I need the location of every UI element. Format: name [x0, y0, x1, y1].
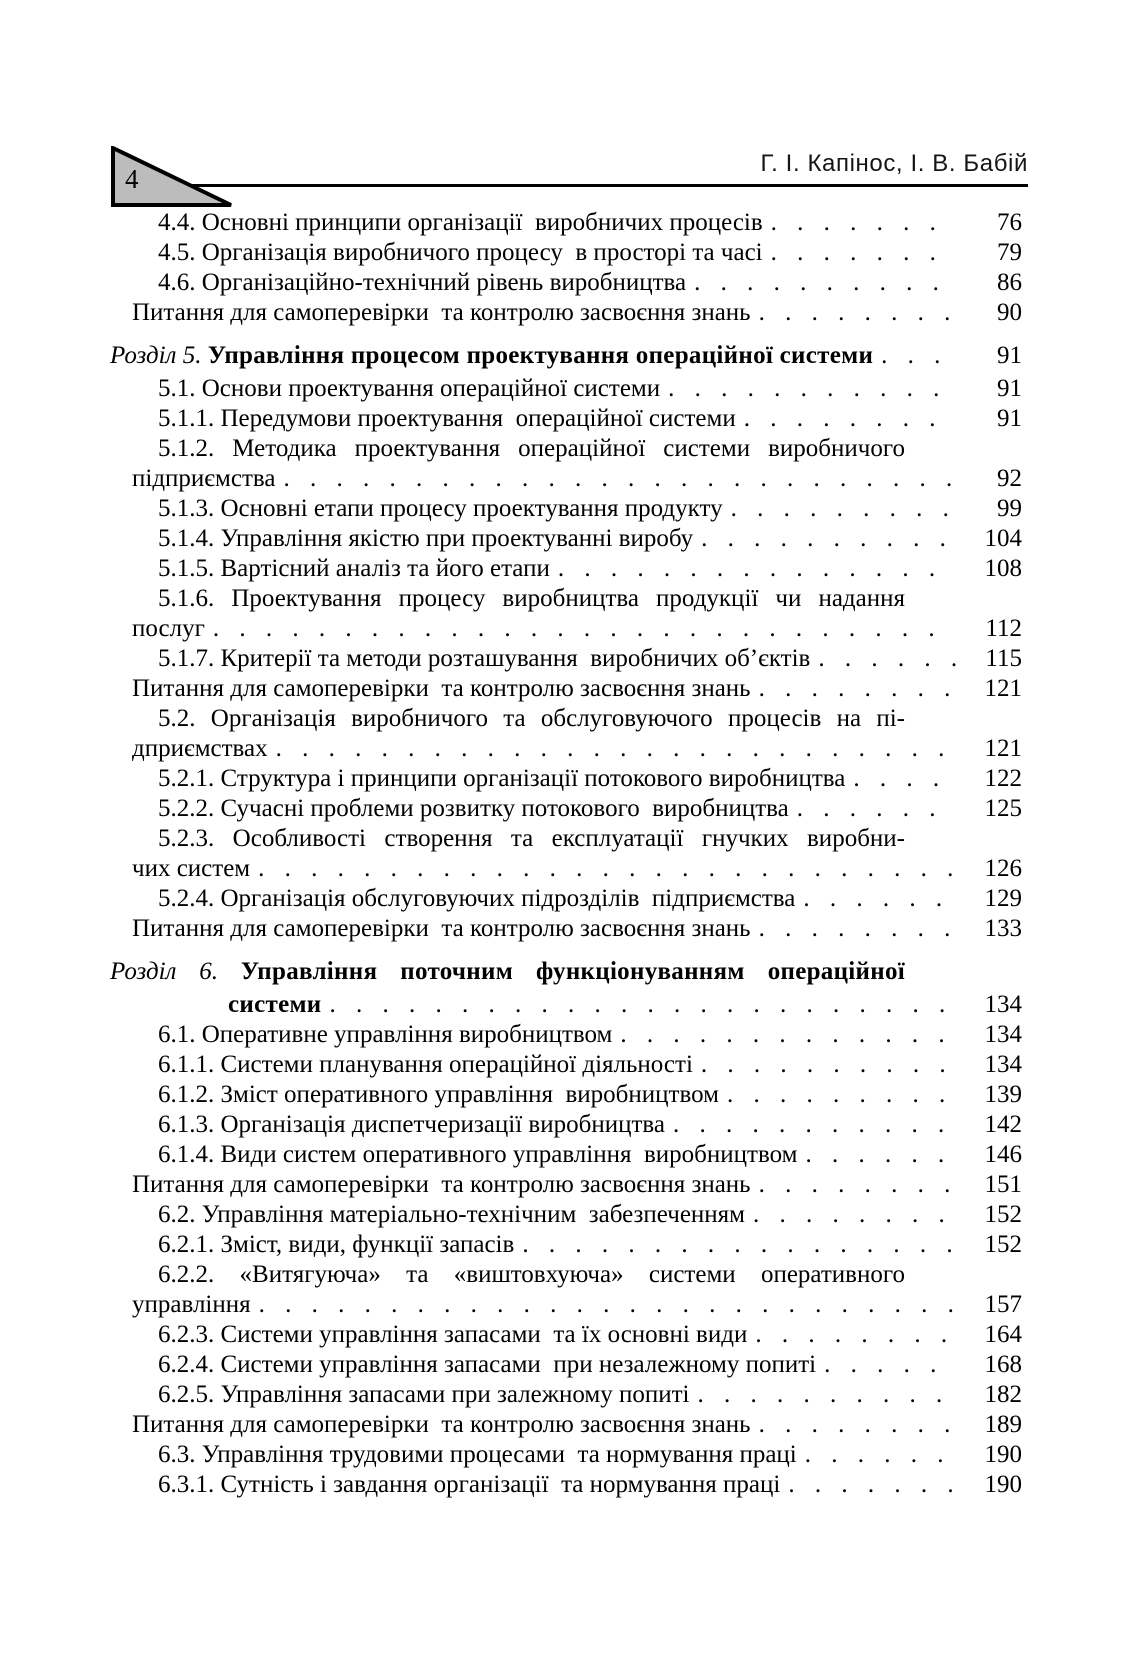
- toc-page-number: 91: [997, 405, 1022, 432]
- toc-entry-text: 6.1.2. Зміст оперативного управління виробництвом: [158, 1081, 719, 1108]
- toc-row: [110, 1290, 1022, 1320]
- toc-page-number: 86: [997, 269, 1022, 296]
- toc-page-number: 79: [997, 239, 1022, 266]
- toc-entry-text: 6.2.4. Системи управління запасами при незалежному попиті: [158, 1351, 817, 1378]
- dot-leader: [693, 524, 956, 554]
- chapter-title: Управління процесом проектування операційної системи: [207, 342, 874, 369]
- toc-row: [110, 1470, 1022, 1500]
- toc-row: [110, 854, 1022, 884]
- toc-entry-text: [110, 957, 1022, 987]
- toc-entry-text: 5.1.2. Методика проектування операційної системи виробничого: [158, 435, 905, 462]
- toc-page-number: 134: [984, 1021, 1022, 1048]
- toc-entry-text: 5.2.1. Структура і принципи організації потокового виробництва: [158, 765, 846, 792]
- dot-leader: [689, 1380, 956, 1410]
- toc-entry-text: Питання для самоперевірки та контролю засвоєння знань: [132, 915, 751, 942]
- toc-entry-text: послуг: [132, 615, 205, 642]
- dot-leader: [751, 914, 956, 944]
- toc-entry-text: 4.6. Організаційно-технічний рівень виробництва: [158, 269, 687, 296]
- toc-row: [110, 674, 1022, 704]
- toc-row: [110, 914, 1022, 944]
- toc-entry-text: 6.2.5. Управління запасами при залежному попиті: [158, 1381, 690, 1408]
- chapter-prefix: Розділ 6.: [110, 958, 218, 985]
- toc-entry-text: 6.1.4. Види систем оперативного управління виробництвом: [158, 1141, 798, 1168]
- dot-leader: [873, 341, 956, 371]
- toc-page-number: 190: [984, 1441, 1022, 1468]
- dot-leader: [723, 494, 956, 524]
- toc-entry-text: 6.2.3. Системи управління запасами та їх основні види: [158, 1321, 748, 1348]
- toc-row: [110, 957, 1022, 987]
- dot-leader: [816, 1350, 956, 1380]
- toc-entry-text: 5.1.5. Вартісний аналіз та його етапи: [158, 555, 550, 582]
- toc-entry-text: системи: [228, 991, 322, 1018]
- toc-row: [110, 824, 1022, 854]
- dot-leader: [795, 884, 956, 914]
- toc-row: [110, 464, 1022, 494]
- toc-row: [110, 404, 1022, 434]
- toc-entry-text: 6.1. Оперативне управління виробництвом: [158, 1021, 613, 1048]
- toc-row: [110, 341, 1022, 371]
- toc-entry-text: 5.1.1. Передумови проектування операційної системи: [158, 405, 736, 432]
- toc-page-number: 134: [984, 991, 1022, 1018]
- toc-row: [110, 494, 1022, 524]
- toc-page-number: 182: [984, 1381, 1022, 1408]
- toc-page-number: 121: [984, 735, 1022, 762]
- toc-entry-text: 4.4. Основні принципи організації виробничих процесів: [158, 209, 763, 236]
- toc-entry-text: [110, 341, 873, 371]
- toc-page-number: 76: [997, 209, 1022, 236]
- toc-page-number: 90: [997, 299, 1022, 326]
- toc-row: [110, 584, 1022, 614]
- toc-row: [110, 1020, 1022, 1050]
- toc-page-number: 122: [984, 765, 1022, 792]
- dot-leader: [745, 1200, 956, 1230]
- toc-entry-text: 4.5. Організація виробничого процесу в просторі та часі: [158, 239, 763, 266]
- toc-entry-text: 5.2.3. Особливості створення та експлуатації гнучких виробни-: [158, 825, 905, 852]
- toc-row: [110, 794, 1022, 824]
- toc-page-number: 92: [997, 465, 1022, 492]
- toc-row: [110, 1350, 1022, 1380]
- toc-row: [110, 374, 1022, 404]
- toc-page-number: 152: [984, 1231, 1022, 1258]
- toc-row: [110, 614, 1022, 644]
- dot-leader: [780, 1470, 956, 1500]
- toc-row: [110, 524, 1022, 554]
- toc-row: [110, 1380, 1022, 1410]
- dot-leader: [612, 1020, 956, 1050]
- dot-leader: [251, 1290, 956, 1320]
- header-rule: [150, 184, 1028, 187]
- dot-leader: [686, 268, 956, 298]
- dot-leader: [205, 614, 956, 644]
- toc-row: [110, 1260, 1022, 1290]
- chapter-title: Управління поточним функціонуванням операційної: [240, 958, 905, 985]
- toc-entry-text: дприємствах: [132, 735, 268, 762]
- toc-row: [110, 764, 1022, 794]
- dot-leader: [268, 734, 956, 764]
- toc-entry-text: 5.1.4. Управління якістю при проектуванні виробу: [158, 525, 694, 552]
- toc-entry-text: 5.1.7. Критерії та методи розташування виробничих об’єктів: [158, 645, 811, 672]
- toc-page-number: 164: [984, 1321, 1022, 1348]
- toc-entry-text: 6.2.2. «Витягуюча» та «виштовхуюча» системи оперативного: [158, 1261, 905, 1288]
- toc-row: [110, 990, 1022, 1020]
- dot-leader: [751, 674, 956, 704]
- toc-entry-text: управління: [132, 1291, 251, 1318]
- toc-row: [110, 1200, 1022, 1230]
- toc-entry-text: 5.2.4. Організація обслуговуючих підрозділів підприємства: [158, 885, 796, 912]
- toc-entry-text: чих систем: [132, 855, 251, 882]
- toc-entry-text: 5.1.6. Проектування процесу виробництва продукції чи надання: [158, 585, 905, 612]
- toc-page-number: 142: [984, 1111, 1022, 1138]
- toc-page-number: 168: [984, 1351, 1022, 1378]
- toc-entry-text: Питання для самоперевірки та контролю засвоєння знань: [132, 1171, 751, 1198]
- toc-row: [110, 1410, 1022, 1440]
- toc-row: [110, 1230, 1022, 1260]
- toc-row: [110, 238, 1022, 268]
- toc-row: [110, 208, 1022, 238]
- toc-row: [110, 434, 1022, 464]
- dot-leader: [250, 854, 956, 884]
- toc-page-number: 104: [984, 525, 1022, 552]
- toc-entry-text: 6.2. Управління матеріально-технічним забезпеченням: [158, 1201, 745, 1228]
- toc-page-number: 134: [984, 1051, 1022, 1078]
- toc-entry-text: 5.2.2. Сучасні проблеми розвитку потокового виробництва: [158, 795, 789, 822]
- toc-page-number: 133: [984, 915, 1022, 942]
- dot-leader: [763, 238, 956, 268]
- dot-leader: [322, 990, 956, 1020]
- toc-page-number: 121: [984, 675, 1022, 702]
- toc-row: [110, 554, 1022, 584]
- dot-leader: [845, 764, 956, 794]
- toc-entry-text: 6.3.1. Сутність і завдання організації та нормування праці: [158, 1471, 781, 1498]
- toc-page-number: 125: [984, 795, 1022, 822]
- dot-leader: [747, 1320, 956, 1350]
- toc-page-number: 146: [984, 1141, 1022, 1168]
- toc-page-number: 91: [997, 342, 1022, 369]
- toc-page-number: 157: [984, 1291, 1022, 1318]
- dot-leader: [751, 1410, 956, 1440]
- toc-entry-text: підприємства: [132, 465, 276, 492]
- dot-leader: [751, 1170, 956, 1200]
- toc-page-number: 112: [985, 615, 1022, 642]
- toc-page-number: 151: [984, 1171, 1022, 1198]
- chapter-prefix: Розділ 5.: [110, 342, 202, 369]
- toc-row: [110, 1080, 1022, 1110]
- toc-page-number: 108: [984, 555, 1022, 582]
- toc-row: [110, 1440, 1022, 1470]
- toc-page-number: 139: [984, 1081, 1022, 1108]
- toc-row: [110, 268, 1022, 298]
- toc-entry-text: Питання для самоперевірки та контролю засвоєння знань: [132, 675, 751, 702]
- toc-entry-text: 5.2. Організація виробничого та обслуговуючого процесів на пі-: [158, 705, 905, 732]
- table-of-contents: [110, 208, 1022, 1500]
- dot-leader: [514, 1230, 956, 1260]
- toc-page-number: 152: [984, 1201, 1022, 1228]
- toc-page-number: 189: [984, 1411, 1022, 1438]
- toc-row: [110, 1140, 1022, 1170]
- dot-leader: [763, 208, 956, 238]
- dot-leader: [797, 1440, 956, 1470]
- running-head-authors: Г. І. Капінос, І. В. Бабій: [760, 150, 1028, 177]
- toc-page-number: 190: [984, 1471, 1022, 1498]
- toc-entry-text: 6.3. Управління трудовими процесами та нормування праці: [158, 1441, 797, 1468]
- dot-leader: [275, 464, 956, 494]
- toc-row: [110, 734, 1022, 764]
- toc-row: [110, 704, 1022, 734]
- toc-entry-text: 5.1. Основи проектування операційної системи: [158, 375, 661, 402]
- toc-row: [110, 884, 1022, 914]
- toc-entry-text: 6.1.1. Системи планування операційної діяльності: [158, 1051, 693, 1078]
- toc-page-number: 126: [984, 855, 1022, 882]
- toc-row: [110, 1170, 1022, 1200]
- toc-row: [110, 644, 1022, 674]
- toc-row: [110, 298, 1022, 328]
- page-number: 4: [125, 164, 139, 194]
- dot-leader: [751, 298, 956, 328]
- toc-row: [110, 1320, 1022, 1350]
- toc-row: [110, 1110, 1022, 1140]
- dot-leader: [550, 554, 956, 584]
- dot-leader: [810, 644, 956, 674]
- toc-page-number: 91: [997, 375, 1022, 402]
- dot-leader: [719, 1080, 956, 1110]
- dot-leader: [665, 1110, 956, 1140]
- toc-entry-text: Питання для самоперевірки та контролю засвоєння знань: [132, 299, 751, 326]
- toc-page-number: 115: [985, 645, 1022, 672]
- dot-leader: [789, 794, 956, 824]
- dot-leader: [660, 374, 956, 404]
- toc-entry-text: 6.1.3. Організація диспетчеризації виробництва: [158, 1111, 665, 1138]
- dot-leader: [797, 1140, 956, 1170]
- toc-row: [110, 1050, 1022, 1080]
- toc-page-number: 129: [984, 885, 1022, 912]
- toc-entry-text: 6.2.1. Зміст, види, функції запасів: [158, 1231, 515, 1258]
- toc-entry-text: 5.1.3. Основні етапи процесу проектування продукту: [158, 495, 723, 522]
- toc-entry-text: Питання для самоперевірки та контролю засвоєння знань: [132, 1411, 751, 1438]
- toc-page-number: 99: [997, 495, 1022, 522]
- dot-leader: [693, 1050, 956, 1080]
- dot-leader: [736, 404, 956, 434]
